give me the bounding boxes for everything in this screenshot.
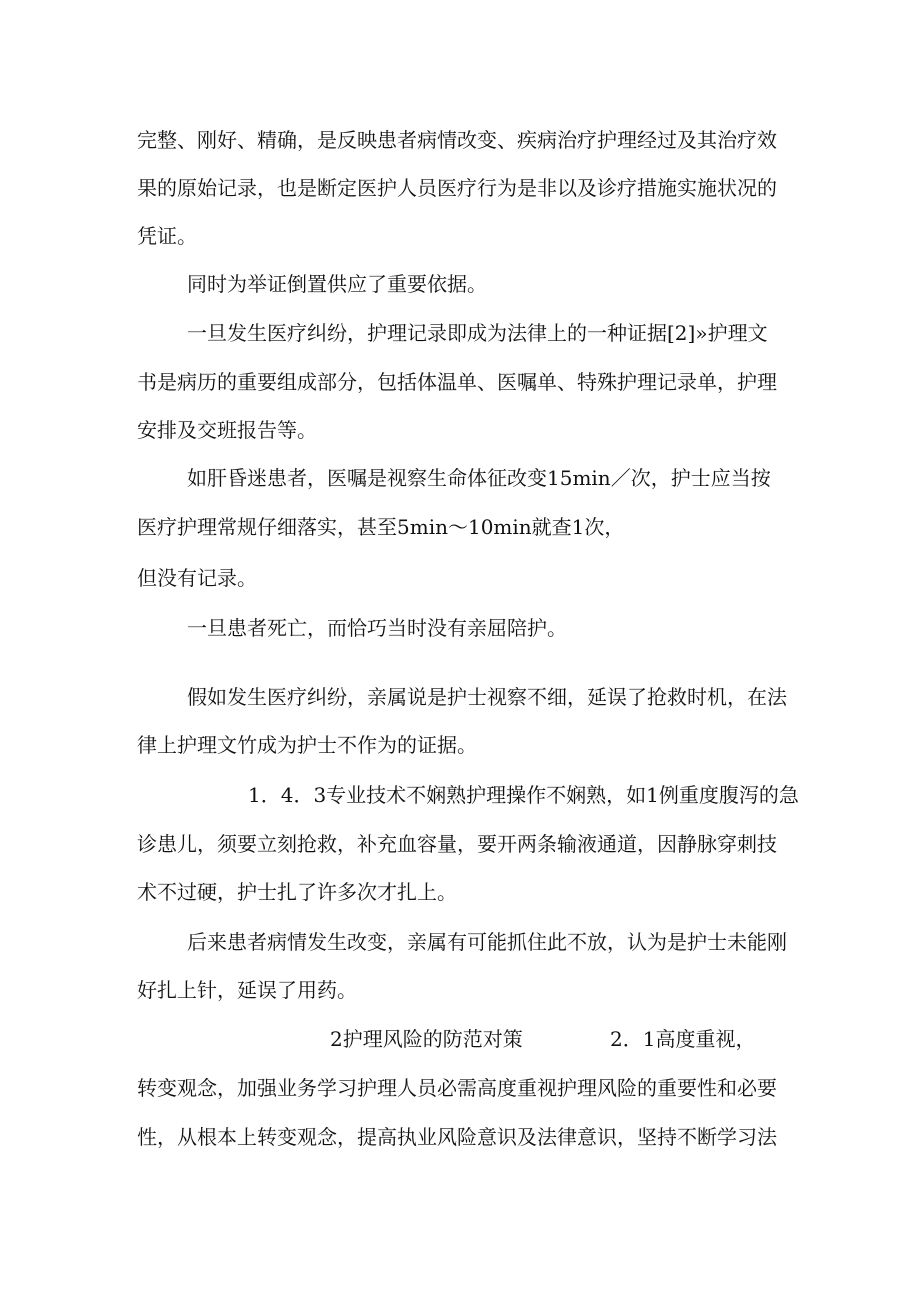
text-line-2: 果的原始记录，也是断定医护人员医疗行为是非以及诊疗措施实施状况的 (137, 176, 777, 200)
text-line-8: 如肝昏迷患者，医嘱是视察生命体征改变15min／次，护士应当按 (187, 466, 771, 490)
text-line-21: 转变观念，加强业务学习护理人员必需高度重视护理风险的重要性和必要 (137, 1076, 777, 1100)
text-line-9: 医疗护理常规仔细落实，甚至5min～10min就查1次， (137, 515, 625, 539)
text-line-4: 同时为举证倒置供应了重要依据。 (187, 272, 487, 296)
text-line-6: 书是病历的重要组成部分，包括体温单、医嘱单、特殊护理记录单，护理 (137, 370, 777, 394)
section-heading: 2护理风险的防范对策 (330, 1027, 523, 1051)
text-line-7: 安排及交班报告等。 (137, 418, 317, 442)
text-line-17: 后来患者病情发生改变，亲属有可能抓住此不放，认为是护士未能刚 (187, 930, 787, 954)
text-line-10: 但没有记录。 (137, 566, 257, 590)
text-line-16: 术不过硬，护士扎了许多次才扎上。 (137, 880, 457, 904)
text-line-14: 1．4．3专业技术不娴熟护理操作不娴熟，如1例重度腹泻的急 (248, 783, 799, 807)
text-line-3: 凭证。 (137, 224, 197, 248)
text-line-1: 完整、刚好、精确，是反映患者病情改变、疾病治疗护理经过及其治疗效 (137, 128, 777, 152)
text-line-22: 性，从根本上转变观念，提高执业风险意识及法律意识，坚持不断学习法 (137, 1125, 777, 1149)
text-line-18: 好扎上针，延误了用药。 (137, 978, 357, 1002)
text-line-12: 假如发生医疗纠纷，亲属说是护士视察不细，延误了抢救时机，在法 (187, 685, 787, 709)
text-line-5: 一旦发生医疗纠纷，护理记录即成为法律上的一种证据[2]»护理文 (187, 321, 768, 345)
subsection-heading: 2．1高度重视， (610, 1027, 756, 1051)
text-line-11: 一旦患者死亡，而恰巧当时没有亲屈陪护。 (187, 616, 567, 640)
text-line-13: 律上护理文竹成为护士不作为的证据。 (137, 733, 477, 757)
text-line-15: 诊患儿，须要立刻抢救，补充血容量，要开两条输液通道，因静脉穿刺技 (137, 832, 777, 856)
